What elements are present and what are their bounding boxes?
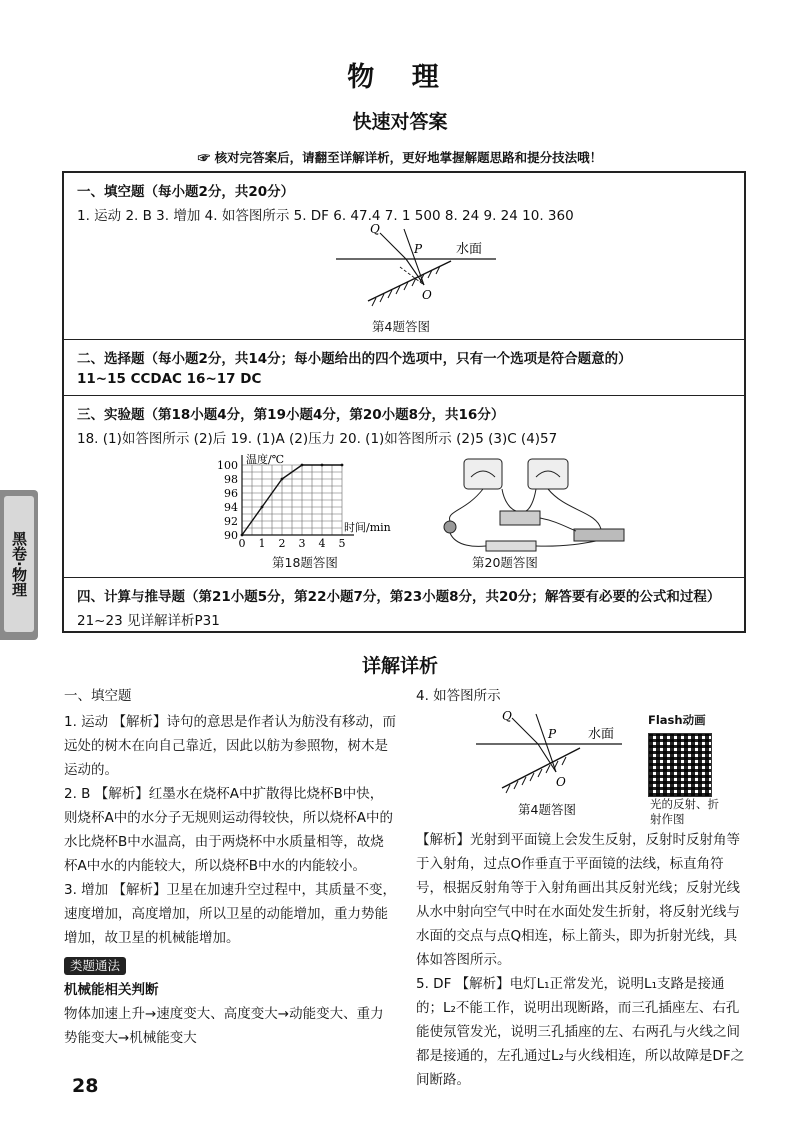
- section-3-title: 三、实验题（第18小题4分，第19小题4分，第20小题8分，共16分）: [77, 407, 505, 423]
- label-water: 水面: [456, 242, 483, 257]
- side-tab: [0, 490, 38, 640]
- y-tick-label: 92: [224, 515, 238, 528]
- label-p: P: [414, 242, 423, 256]
- voltmeter: [464, 459, 502, 489]
- y-axis-label: 温度/℃: [246, 453, 285, 466]
- data-point: [301, 464, 304, 467]
- section-1-answers: 1. 运动 2. B 3. 增加 4. 如答图所示 5. DF 6. 47.4 7. 1 500 8. 24 9. 24 10. 360: [77, 208, 574, 224]
- qr-code[interactable]: [648, 733, 712, 797]
- svg-text:水面: 水面: [588, 727, 615, 742]
- answer-q1: 1. 运动 【解析】诗句的意思是作者认为舫没有移动，而远处的树木在向自己靠近，因此以舫为参照物，树木是运动的。: [64, 714, 396, 778]
- x-tick-label: 5: [338, 537, 346, 550]
- answer-q4-head: 4. 如答图所示: [416, 688, 501, 704]
- svg-text:O: O: [556, 775, 566, 789]
- fig4-detail-caption: 第4题答图: [518, 802, 576, 817]
- x-axis-label: 时间/min: [344, 521, 391, 534]
- right-column-lower: [416, 828, 750, 1092]
- label-q: Q: [370, 223, 380, 236]
- tip-body: 物体加速上升→速度变大、高度变大→动能变大、重力势能变大→机械能变大: [64, 1006, 384, 1046]
- detail-section-title: 一、填空题: [64, 688, 132, 704]
- page-number: 28: [72, 1075, 99, 1097]
- tip-title: 机械能相关判断: [64, 982, 159, 998]
- quick-answer-box: [62, 171, 746, 633]
- refracted-ray: [380, 233, 406, 259]
- svg-text:P: P: [548, 727, 557, 741]
- switch: [444, 521, 456, 533]
- y-tick-label: 98: [224, 473, 238, 486]
- method-tag: [64, 954, 396, 978]
- fig20-caption: 第20题答图: [472, 555, 538, 570]
- answer-q4: 【解析】光射到平面镜上会发生反射，反射时反射角等于入射角，过点O作垂直于平面镜的法线，标直角符号，根据反射角等于入射角画出其反射光线；反射光线从水中射向空气中时在水面处发生折射，将反射光线与水面的交点与点Q相连，标上箭头，即为折射光线，具体如答图所示。: [416, 832, 740, 968]
- section-4-answers: [77, 609, 224, 629]
- side-tab-label: 黑卷·物理: [4, 496, 34, 632]
- fig20-circuit: [426, 451, 636, 555]
- method-tag-label: 类题通法: [64, 957, 126, 975]
- quick-answers-title: 快速对答案: [352, 111, 448, 133]
- x-tick-label: 3: [298, 537, 306, 550]
- data-point: [281, 478, 284, 481]
- left-column: [64, 684, 396, 1050]
- data-point: [261, 506, 264, 509]
- flash-label: Flash动画: [648, 713, 706, 727]
- ammeter: [528, 459, 568, 489]
- answer-q5: 5. DF 【解析】电灯L₁正常发光，说明L₁支路是接通的；L₂不能工作，说明出现断路，而三孔插座左、右孔能使氖管发光，说明三孔插座的左、右两孔与火线之间都是接通的，左孔通过L₂与火线相连，所以故障是DF之间断路。: [416, 976, 745, 1088]
- fig4-caption: 第4题答图: [372, 319, 430, 334]
- section-1-title: 一、填空题（每小题2分，共20分）: [77, 184, 295, 200]
- data-point: [321, 464, 324, 467]
- rheostat: [574, 529, 624, 541]
- qr-caption: 光的反射、折射作图: [650, 797, 719, 826]
- answer-q2: 2. B 【解析】红墨水在烧杯A中扩散得比烧杯B中快，则烧杯A中的水分子无规则运动得较快，所以烧杯A中的水比烧杯B中水温高，由于两烧杯中水质量相等，故烧杯A中水的内能较大，所以烧杯B中水的内能较小。: [64, 786, 393, 874]
- divider: [64, 577, 744, 578]
- header-note: [0, 148, 800, 166]
- fig4-detail-diagram: [472, 708, 642, 798]
- resistor: [500, 511, 540, 525]
- page-title: 物 理: [347, 62, 453, 93]
- section-4-answer-text: 21~23 见详解详析P31: [77, 613, 220, 629]
- divider: [64, 339, 744, 340]
- x-tick-label: 0: [238, 537, 246, 550]
- fig4-diagram: [326, 223, 526, 313]
- divider: [64, 395, 744, 396]
- header-note-text: 核对完答案后，请翻至详解详析，更好地掌握解题思路和提分技法哦！: [214, 150, 603, 165]
- section-4-title: 四、计算与推导题（第21小题5分，第22小题7分，第23小题8分，共20分；解答要有必要的公式和过程）: [77, 589, 721, 605]
- fig18-caption: 第18题答图: [272, 555, 338, 570]
- right-column: [416, 684, 746, 708]
- pointing-hand-icon: ☞: [197, 150, 211, 165]
- section-3-answers: 18. (1)如答图所示 (2)后 19. (1)A (2)压力 20. (1)如答图所示 (2)5 (3)C (4)57: [77, 431, 558, 447]
- section-2-title: 二、选择题（每小题2分，共14分；每小题给出的四个选项中，只有一个选项是符合题意的）: [77, 351, 632, 367]
- y-tick-label: 96: [224, 487, 238, 500]
- label-o: O: [422, 288, 432, 302]
- x-tick-label: 2: [278, 537, 286, 550]
- x-tick-label: 1: [258, 537, 266, 550]
- detail-title: 详解详析: [361, 655, 438, 677]
- y-tick-label: 100: [217, 459, 238, 472]
- temperature-chart: [212, 447, 412, 551]
- x-tick-label: 4: [318, 537, 326, 550]
- data-point: [341, 464, 344, 467]
- incident-ray: [404, 229, 424, 285]
- answer-q3: 3. 增加 【解析】卫星在加速升空过程中，其质量不变，速度增加，高度增加，所以卫星的动能增加，重力势能增加，故卫星的机械能增加。: [64, 882, 396, 946]
- svg-text:Q: Q: [502, 709, 512, 723]
- y-tick-label: 94: [224, 501, 238, 514]
- data-point: [241, 534, 244, 537]
- battery: [486, 541, 536, 551]
- section-2-answers: 11~15 CCDAC 16~17 DC: [77, 371, 262, 387]
- mirror-line: [368, 261, 451, 301]
- y-tick-label: 90: [224, 529, 238, 542]
